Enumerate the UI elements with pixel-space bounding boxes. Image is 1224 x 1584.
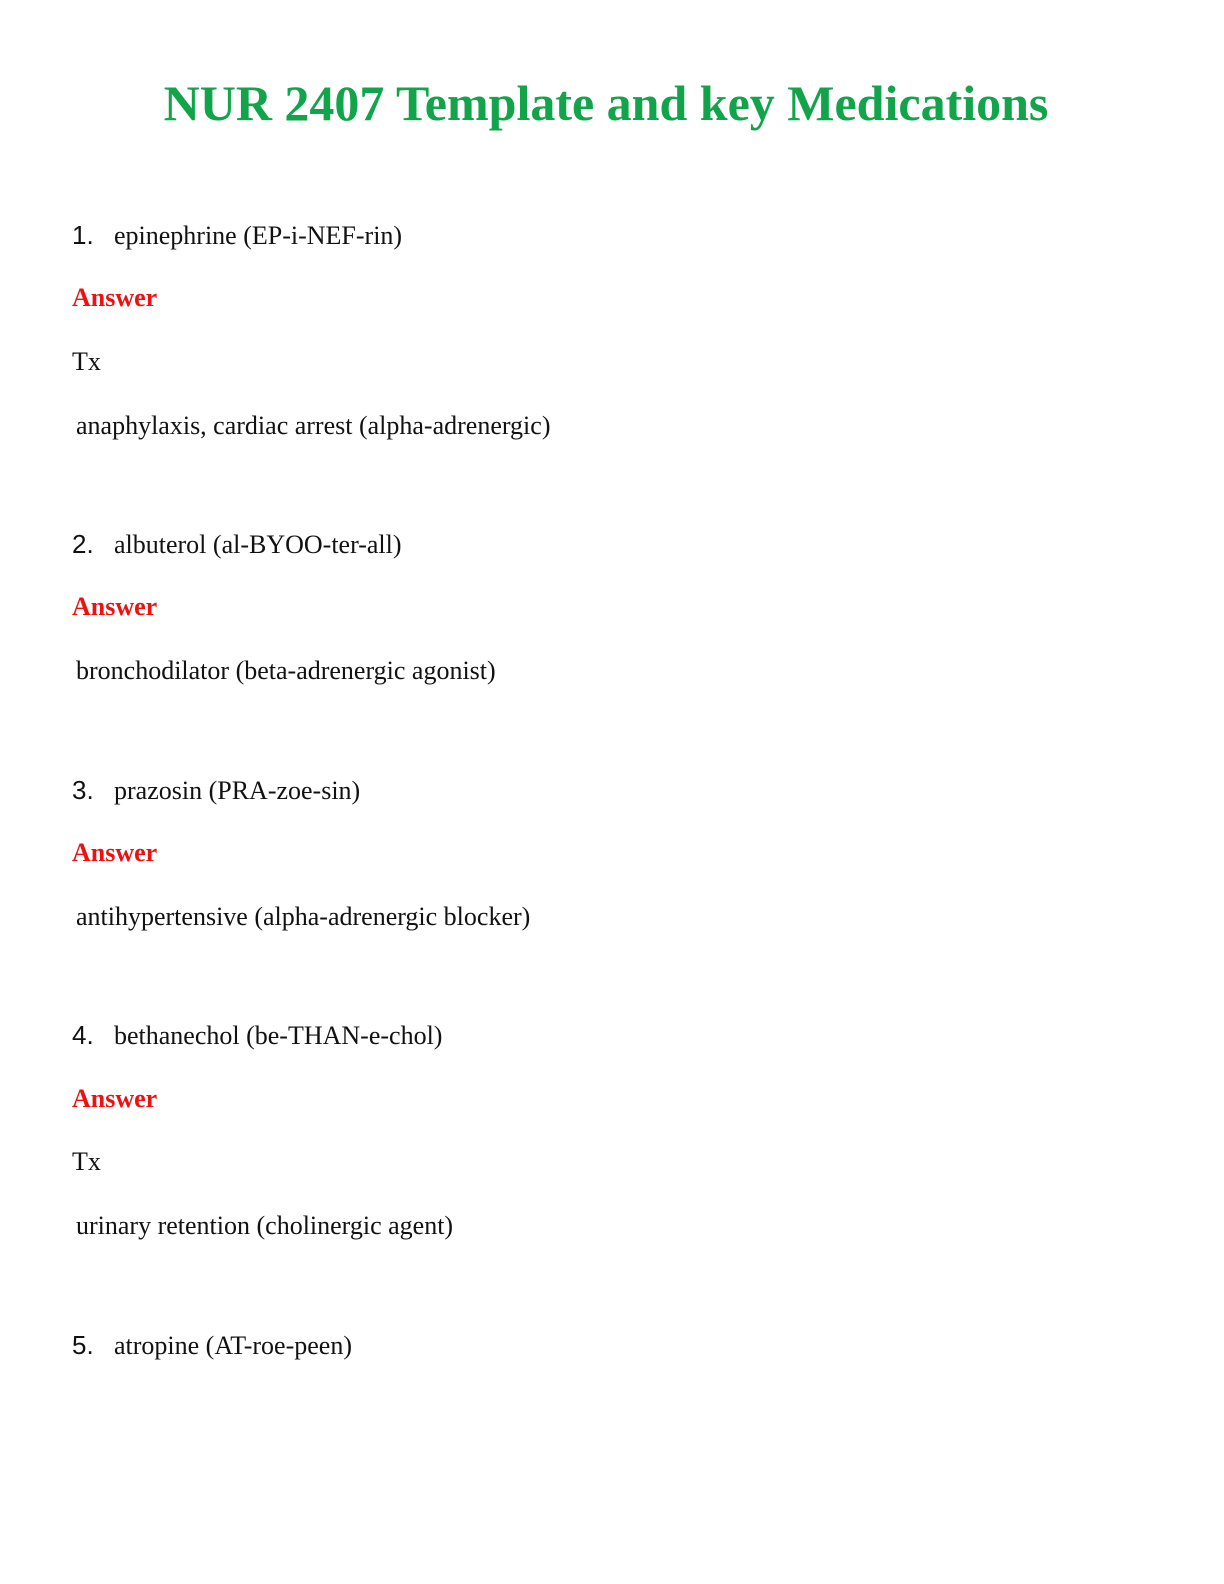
answer-label: Answer [72,1084,158,1113]
answer-label: Answer [72,592,158,621]
answer-text: anaphylaxis, cardiac arrest (alpha-adrenergic) [76,411,551,440]
answer-text: bronchodilator (beta-adrenergic agonist) [76,656,496,685]
tx-label: Tx [72,1147,101,1176]
question-number: 4. [72,1020,94,1050]
answer-label: Answer [72,283,158,312]
drug-name: prazosin (PRA-zoe-sin) [114,776,361,805]
question-number: 3. [72,775,94,805]
drug-name: bethanechol (be-THAN-e-chol) [114,1021,443,1050]
question-3 [72,773,360,808]
drug-name: albuterol (al-BYOO-ter-all) [114,530,402,559]
tx-label: Tx [72,347,101,376]
page-title: NUR 2407 Template and key Medications [163,75,1049,131]
question-1 [72,218,402,253]
question-number: 1. [72,220,94,250]
answer-text: urinary retention (cholinergic agent) [76,1211,454,1240]
question-2 [72,527,402,562]
answer-text: antihypertensive (alpha-adrenergic blocker) [76,902,531,931]
answer-label: Answer [72,838,158,867]
question-4 [72,1018,442,1053]
drug-name: atropine (AT-roe-peen) [114,1331,352,1360]
question-5 [72,1328,352,1363]
question-number: 2. [72,529,94,559]
question-number: 5. [72,1330,94,1360]
drug-name: epinephrine (EP-i-NEF-rin) [114,221,403,250]
